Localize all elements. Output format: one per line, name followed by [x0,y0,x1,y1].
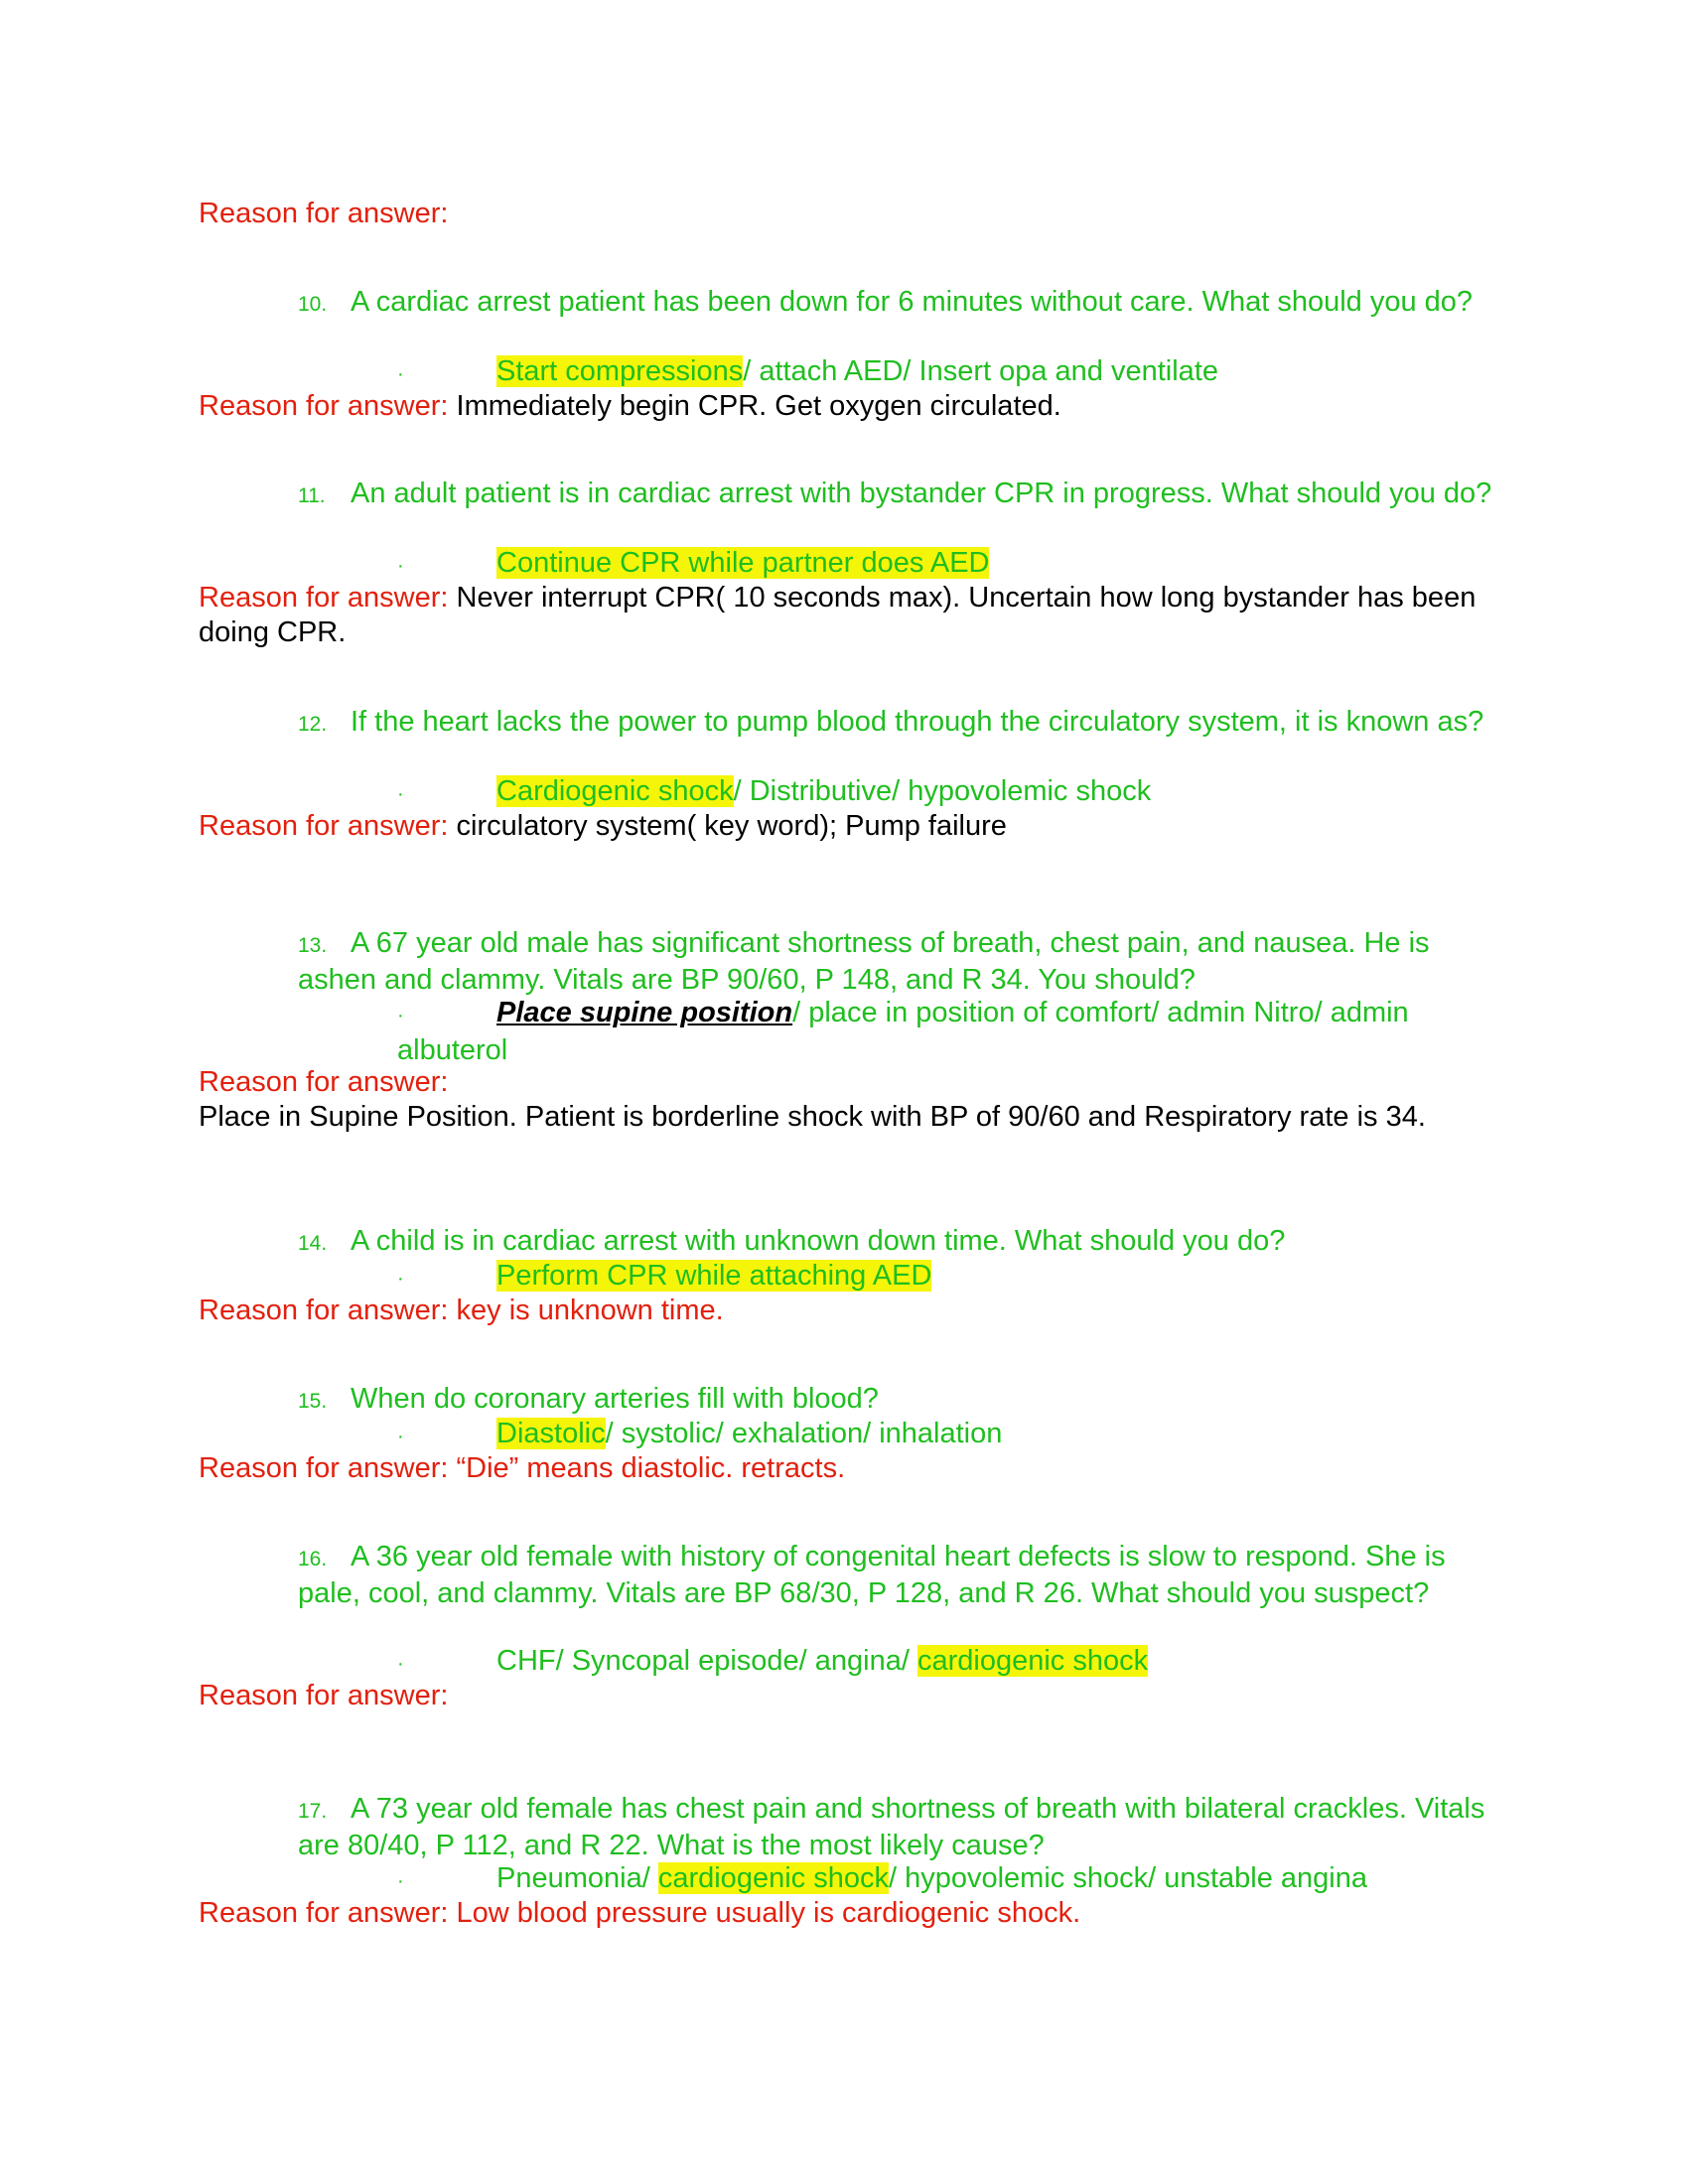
answer-rest: / Distributive/ hypovolemic shock [733,775,1152,807]
bullet-icon: · [397,363,404,385]
reason-line-15 [199,1451,1489,1486]
question-text: If the heart lacks the power to pump blood through the circulatory system, it is known as? [351,706,1484,738]
bold-answer: Place supine position [496,997,793,1028]
answer-options-11 [397,546,1499,584]
answer-pre: CHF/ Syncopal episode/ angina/ [496,1645,917,1677]
question-number: 13. [298,934,328,957]
answer-rest: / attach AED/ Insert opa and ventilate [743,355,1219,387]
question-15 [298,1382,1499,1419]
reason-label-13 [199,1065,1489,1100]
answer-options-10 [397,354,1499,392]
question-text: A 67 year old male has significant shortness of breath, chest pain, and nausea. He is ashen and clammy. Vitals are BP 90/60, P 148, and R 34. You should? [298,927,1430,996]
reason-label: Reason for answer: [199,1066,449,1098]
question-text: A cardiac arrest patient has been down for 6 minutes without care. What should you do? [351,286,1474,318]
answer-options-12 [397,774,1499,812]
highlighted-answer: Diastolic [496,1418,606,1449]
reason-line-top [199,197,1489,231]
question-text: A 36 year old female with history of congenital heart defects is slow to respond. She is pale, cool, and clammy. Vitals are BP 68/30, P 128, and R 26. What should you suspect? [298,1541,1446,1609]
reason-text: circulatory system( key word); Pump failure [448,810,1007,842]
question-16 [298,1540,1499,1611]
reason-label: Reason for answer: [199,810,449,842]
highlighted-answer: cardiogenic shock [657,1862,889,1894]
bullet-icon: · [397,1653,404,1675]
highlighted-answer: Start compressions [496,355,744,387]
question-number: 16. [298,1548,328,1570]
question-text: A 73 year old female has chest pain and shortness of breath with bilateral crackles. Vitals are 80/40, P 112, and R 22. What is the most likely cause? [298,1793,1485,1861]
bullet-icon: · [397,1005,404,1026]
reason-label: Reason for answer: [199,1680,449,1711]
question-text: When do coronary arteries fill with blood? [351,1383,879,1415]
reason-text: Reason for answer: key is unknown time. [199,1295,724,1326]
reason-text: Reason for answer: “Die” means diastolic. retracts. [199,1452,846,1484]
question-text: An adult patient is in cardiac arrest with bystander CPR in progress. What should you do? [351,478,1492,509]
question-number: 15. [298,1390,328,1413]
reason-label: Reason for answer: [199,390,449,422]
reason-line-14 [199,1294,1489,1328]
question-number: 11. [298,484,326,507]
bullet-icon: · [397,555,404,577]
question-number: 10. [298,293,328,316]
reason-line-16 [199,1679,1489,1713]
bullet-icon: · [397,783,404,805]
answer-options-13 [397,996,1499,1068]
reason-label: Reason for answer: [199,582,449,614]
question-11 [298,477,1499,513]
reason-line-10 [199,389,1489,424]
reason-text: Immediately begin CPR. Get oxygen circulated. [448,390,1061,422]
question-17 [298,1792,1499,1863]
highlighted-answer: Continue CPR while partner does AED [496,547,990,579]
reason-line-17 [199,1896,1489,1931]
answer-pre: Pneumonia/ [496,1862,658,1894]
answer-rest: / hypovolemic shock/ unstable angina [888,1862,1367,1894]
answer-options-14 [397,1259,1499,1297]
answer-options-17 [397,1861,1499,1899]
reason-line-12 [199,809,1489,844]
reason-text: Reason for answer: Low blood pressure usually is cardiogenic shock. [199,1897,1081,1929]
question-10 [298,285,1499,322]
reason-line-11 [199,581,1489,650]
question-number: 17. [298,1800,328,1823]
highlighted-answer: cardiogenic shock [916,1645,1149,1677]
bullet-icon: · [397,1268,404,1290]
question-12 [298,705,1499,742]
answer-options-16 [397,1644,1499,1682]
answer-rest: / systolic/ exhalation/ inhalation [605,1418,1003,1449]
question-14 [298,1224,1499,1261]
reason-text-13 [199,1100,1489,1135]
reason-text: Never interrupt CPR( 10 seconds max). Uncertain how long bystander has been doing CPR. [199,582,1477,648]
bullet-icon: · [397,1426,404,1447]
reason-text: Place in Supine Position. Patient is borderline shock with BP of 90/60 and Respiratory rate is 34. [199,1101,1426,1133]
question-13 [298,926,1499,998]
reason-label: Reason for answer: [199,198,449,229]
bullet-icon: · [397,1870,404,1892]
highlighted-answer: Perform CPR while attaching AED [496,1260,932,1292]
highlighted-answer: Cardiogenic shock [496,775,734,807]
question-number: 14. [298,1232,328,1255]
question-text: A child is in cardiac arrest with unknown down time. What should you do? [351,1225,1286,1257]
question-number: 12. [298,713,328,736]
answer-rest: / place in position of comfort/ admin Nitro/ admin albuterol [397,997,1409,1066]
answer-options-15 [397,1417,1499,1454]
